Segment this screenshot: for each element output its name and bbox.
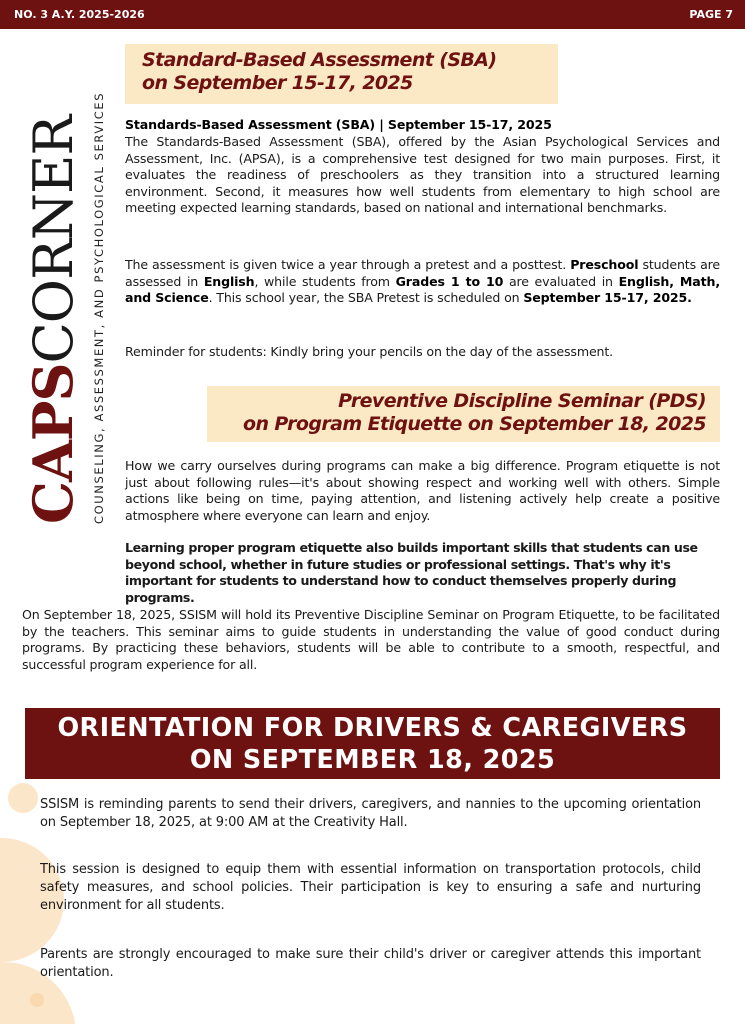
pds-title-line1: Preventive Discipline Seminar (PDS) (338, 390, 706, 412)
text-run: . This school year, the SBA Pretest is scheduled on (208, 290, 524, 306)
decorative-circle (30, 993, 44, 1007)
pds-title (207, 386, 720, 442)
pds-paragraph-3: On September 18, 2025, SSISM will hold its Preventive Discipline Seminar on Program Etiquette, to be facilitated by the teachers. This seminar aims to guide students in understanding the value of good conduct during programs. By practicing these behaviors, students will be able to contribute to a smooth, respectful, and successful program experience for all. (22, 607, 720, 672)
orientation-banner (25, 708, 720, 779)
brand-tagline: COUNSELING, ASSESSMENT, AND PSYCHOLOGICAL SERVICES (92, 91, 106, 524)
issue-label: NO. 3 A.Y. 2025-2026 (14, 8, 145, 21)
text-run-bold: September 15-17, 2025. (523, 290, 692, 306)
orientation-paragraph-2: This session is designed to equip them with essential information on transportation protocols, child safety measures, and school policies. Their participation is key to ensuring a safe and nurturing environment for all students. (40, 862, 701, 913)
text-run: students are assessed in (125, 257, 720, 289)
sba-title-line2: on September 15-17, 2025 (142, 72, 413, 94)
pds-paragraph-2: Learning proper program etiquette also builds important skills that students can use beyond school, whether in future studies or professional settings. That's why it's important for students to understand how to conduct themselves properly during programs. (125, 540, 698, 605)
orientation-title-line2: ON SEPTEMBER 18, 2025 (189, 745, 556, 775)
text-run-bold: English (203, 273, 255, 289)
text-run-bold: Preschool (570, 257, 639, 272)
text-run: are evaluated in (503, 273, 619, 289)
caps-corner-masthead (22, 62, 112, 524)
text-run: The assessment is given twice a year through a pretest and a posttest. (125, 257, 571, 272)
orientation-title-line1: ORIENTATION FOR DRIVERS & CAREGIVERS (57, 713, 688, 743)
pds-title-line2: on Program Etiquette on September 18, 2025 (243, 413, 706, 435)
sba-title-line1: Standard-Based Assessment (SBA) (142, 49, 497, 71)
page-number: PAGE 7 (689, 8, 733, 21)
orientation-paragraph-1: SSISM is reminding parents to send their drivers, caregivers, and nannies to the upcoming orientation on September 18, 2025, at 9:00 AM at the Creativity Hall. (40, 797, 701, 830)
pds-paragraph-1: How we carry ourselves during programs can make a big difference. Program etiquette is not just about following rules—it's about showing respect and working well with others. Simple actions like being on time, paying attention, and listening actively help create a positive atmosphere where everyone can learn and enjoy. (125, 458, 720, 523)
sba-reminder: Reminder for students: Kindly bring your pencils on the day of the assessment. (125, 344, 614, 359)
sba-subheading: Standards-Based Assessment (SBA) | September 15-17, 2025 (125, 117, 552, 132)
orientation-paragraph-3: Parents are strongly encouraged to make sure their child's driver or caregiver attends this important orientation. (40, 947, 701, 980)
brand-logo (22, 62, 84, 524)
brand-caps: CAPS (21, 363, 85, 524)
decorative-circle (8, 783, 38, 813)
page-header-bar (0, 0, 745, 29)
text-run-bold: Grades 1 to 10 (395, 273, 504, 289)
text-run-bold: English, Math, and Science (125, 273, 720, 306)
sba-title (125, 44, 558, 104)
sba-paragraph-2 (125, 257, 720, 307)
text-run: , while students from (254, 273, 396, 289)
sba-paragraph-1: The Standards-Based Assessment (SBA), offered by the Asian Psychological Services and Assessment, Inc. (APSA), is a comprehensive test designed for two main purposes. First, it evaluates the readiness of preschoolers as they transition into a structured learning environment. Second, it measures how well students from elementary to high school are meeting expected learning standards, based on national and international benchmarks. (125, 134, 720, 216)
brand-corner: CORNER (22, 115, 85, 364)
